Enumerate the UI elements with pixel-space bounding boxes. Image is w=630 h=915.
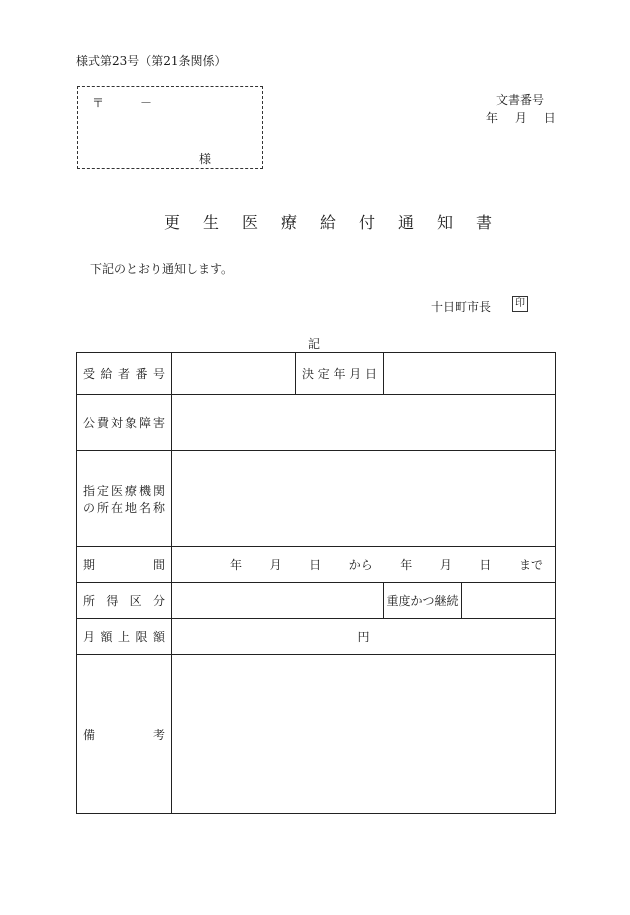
institution-label-line1: 指定医療機関 (83, 483, 165, 498)
decision-date-label: 決定年月日 (296, 353, 384, 395)
income-field[interactable] (172, 583, 384, 619)
table-row (77, 655, 556, 814)
remarks-label: 備考 (77, 655, 172, 814)
institution-field[interactable] (172, 451, 556, 547)
period-from: から (348, 558, 373, 572)
form-table (76, 352, 556, 814)
address-box (77, 86, 263, 169)
period-label: 期間 (77, 547, 172, 583)
period-field[interactable] (172, 547, 556, 583)
income-label: 所得区分 (77, 583, 172, 619)
seal-stamp: 印 (512, 296, 528, 312)
decision-date-field[interactable] (384, 353, 556, 395)
table-row (77, 583, 556, 619)
page-title: 更生医療給付通知書 (164, 213, 516, 232)
period-until: まで (518, 558, 543, 572)
table-row (77, 395, 556, 451)
severe-label: 重度かつ継続 (384, 583, 462, 619)
table-row (77, 619, 556, 655)
addressee-suffix: 様 (199, 152, 212, 166)
table-row (77, 547, 556, 583)
institution-label (77, 451, 172, 547)
disability-label: 公費対象障害 (77, 395, 172, 451)
record-heading: 記 (308, 337, 321, 351)
monthly-limit-label: 月額上限額 (77, 619, 172, 655)
institution-label-line2: の所在地名称 (83, 500, 165, 515)
intro-text: 下記のとおり通知します。 (90, 262, 234, 276)
period-year-end: 年 (400, 558, 413, 572)
table-row (77, 451, 556, 547)
form-number: 様式第23号（第21条関係） (76, 54, 227, 68)
issue-date-day: 日 (543, 111, 556, 125)
table-row (77, 353, 556, 395)
severe-field[interactable] (462, 583, 556, 619)
issuer-name: 十日町市長 (431, 300, 492, 314)
disability-field[interactable] (172, 395, 556, 451)
period-day-end: 日 (479, 558, 492, 572)
period-month-end: 月 (439, 558, 452, 572)
period-day-start: 日 (309, 558, 322, 572)
document-number-label: 文書番号 (495, 93, 544, 107)
period-values (178, 556, 549, 573)
period-month-start: 月 (269, 558, 282, 572)
postal-dash: － (140, 96, 153, 110)
recipient-number-label: 受給者番号 (77, 353, 172, 395)
remarks-field[interactable] (172, 655, 556, 814)
issue-date (486, 109, 569, 126)
issue-date-month: 月 (514, 111, 527, 125)
issue-date-year: 年 (486, 111, 499, 125)
recipient-number-field[interactable] (172, 353, 296, 395)
period-year-start: 年 (230, 558, 243, 572)
postal-mark: 〒 (92, 96, 105, 110)
monthly-limit-field[interactable]: 円 (172, 619, 556, 655)
